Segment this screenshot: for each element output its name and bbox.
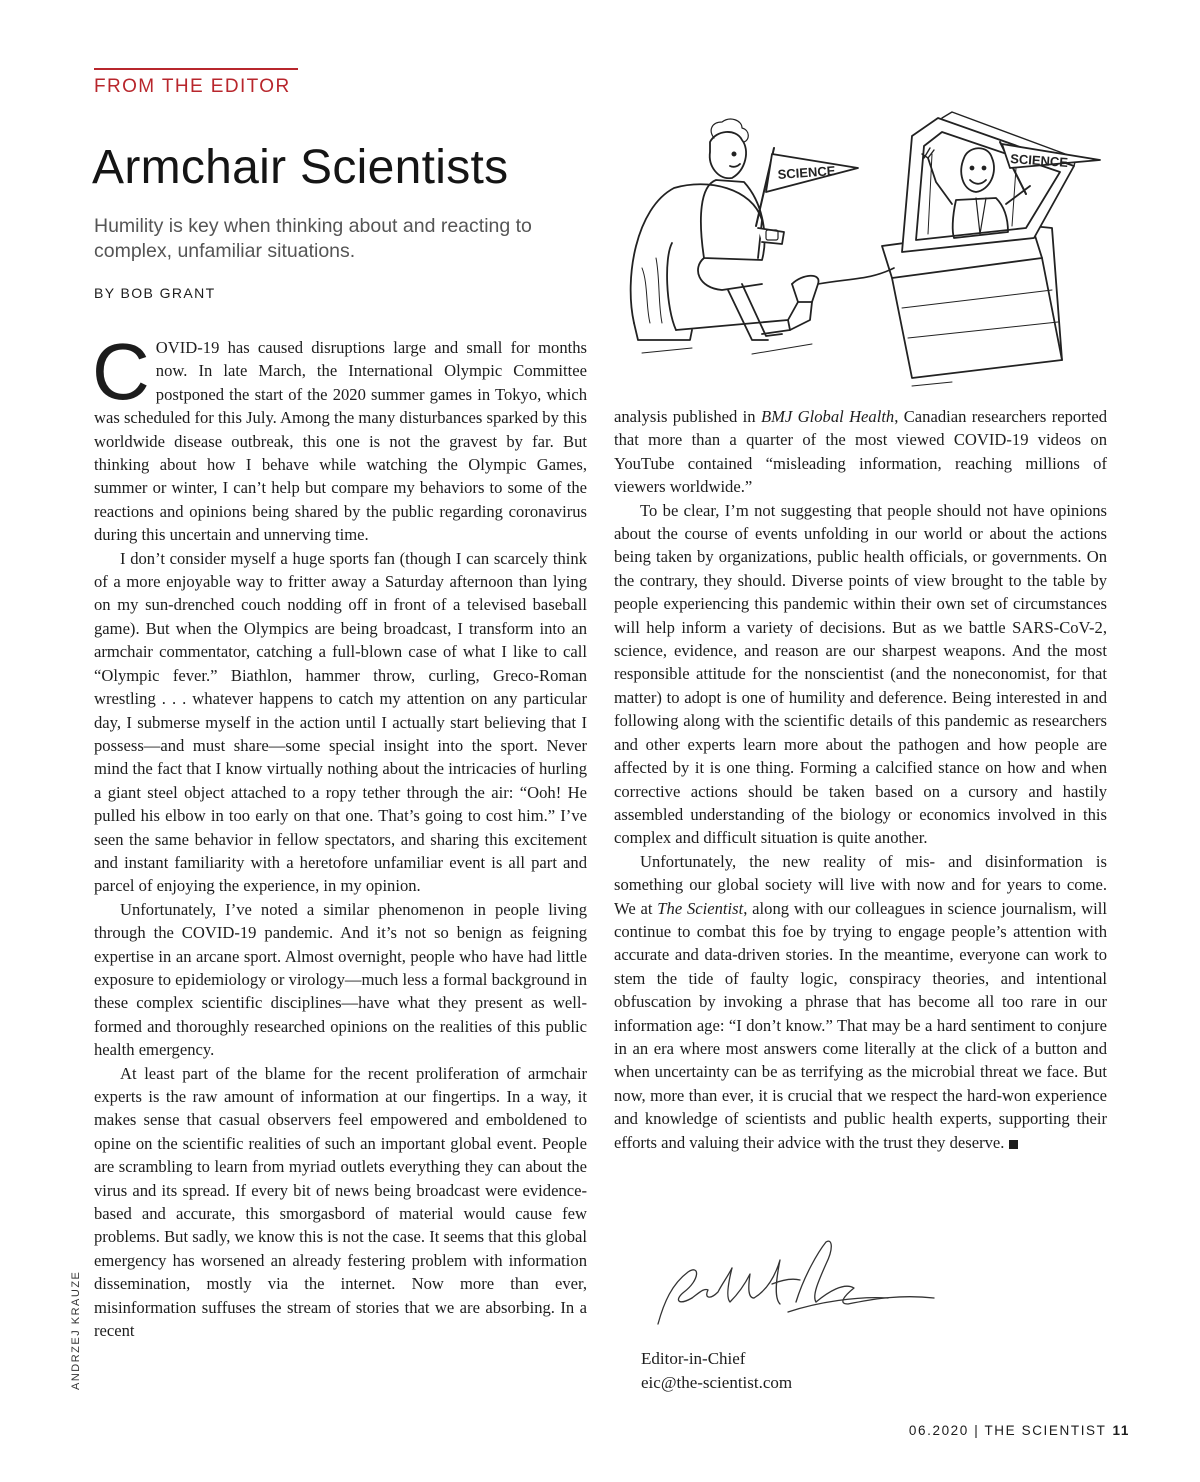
folio-issue: 06.2020 | THE SCIENTIST: [908, 1423, 1107, 1438]
illustration-credit: ANDRZEJ KRAUZE: [70, 1270, 82, 1390]
paragraph-1: [92, 327, 587, 547]
armchair-tv-illustration: [612, 108, 1107, 390]
end-mark-icon: [1009, 1140, 1018, 1149]
page-folio: [909, 1423, 1130, 1438]
paragraph-6: [614, 850, 1107, 1154]
signoff-email[interactable]: eic@the-scientist.com: [641, 1373, 793, 1392]
journal-name: BMJ Global Health: [760, 407, 895, 426]
signoff-title: Editor-in-Chief: [641, 1349, 746, 1368]
paragraph-4: At least part of the blame for the recent proliferation of armchair experts is the raw amount of information at our fingertips. In a way, it makes sense that casual observers feel empowered and emboldened to opine on the scientific realities of such an important global event. People are scrambling to learn from myriad outlets everything they can about the virus and its spread. If every bit of news being broadcast were evidence-based and accurate, this smorgasbord of material would cause few problems. But sadly, we know this is not the case. It seems that this global emergency has worsened an already festering problem with information dissemination, mostly via the internet. Now more than ever, misinformation suffuses the stream of stories that we are absorbing. In a recent: [94, 1063, 587, 1341]
paragraph-4-continued: [614, 405, 1107, 499]
paragraph-3: Unfortunately, I’ve noted a similar phenomenon in people living through the COVID-19 pandemic. And it’s not so benign as feigning expertise in an arcane sport. Almost overnight, people who have had little exposure to epidemiology or virology—much less a formal background in these complex scientific disciplines—have what they present as well-formed and thoroughly researched opinions on the realities of this public health emergency.: [94, 899, 587, 1060]
section-label: FROM THE EDITOR: [94, 76, 291, 97]
drop-cap: C: [92, 327, 150, 416]
body-column-left: [92, 327, 587, 1342]
byline: BY BOB GRANT: [94, 285, 216, 301]
floor-lines: [642, 344, 952, 386]
paragraph-5: To be clear, I’m not suggesting that people should not have opinions about the course of events unfolding in our world or about the actions being taken by organizations, public health officials, or governments. On the contrary, they should. Diverse points of view brought to the table by people experiencing this pandemic within their own set of circumstances will help inform a variety of decisions. But as we battle SARS-CoV-2, science, evidence, and reason are our sharpest weapons. And the most responsible attitude for the nonscientist (and the noneconomist, for that matter) to adopt is one of humility and deference. Being interested in and following along with the scientific details of this pandemic as researchers and other experts learn more about the pathogen and how people are affected by it is one thing. Forming a calcified stance on how and when corrective actions should be taken based on a cursory and hastily assembled understanding of the biology or economics involved in this complex and difficult situation is quite another.: [614, 500, 1107, 848]
tv-cable: [818, 268, 894, 284]
paragraph-2: I don’t consider myself a huge sports fan (though I can scarcely think of a more enjoyable way to fritter away a Saturday afternoon than lying on my sun-drenched couch nodding off in front of a televised baseball game). But when the Olympics are being broadcast, I transform into an armchair commentator, catching a full-blown case of what I like to call “Olympic fever.” Biathlon, hammer throw, curling, Greco-Roman wrestling . . . whatever happens to catch my attention on any particular day, I submerse myself in the action until I actually start believing that I possess—and must share—some special insight into the sport. Never mind the fact that I know virtually nothing about the intricacies of hurling a giant steel object attached to a ropy tether through the air: “Ooh! He pulled his elbow in too early on that one. That’s going to cost him.” I’ve seen the same behavior in fellow spectators, and sharing this excitement and instant familiarity with a heretofore unfamiliar event is all part and parcel of enjoying the experience, in my opinion.: [94, 548, 587, 896]
publication-name: The Scientist: [657, 898, 744, 918]
editor-signature: [648, 1232, 938, 1342]
paragraph-4-continued-text-a: analysis published in: [614, 407, 761, 426]
paragraph-4-continued-text-b: , Canadian researchers reported that more than a quarter of the most viewed COVID-19 videos on YouTube contained “misleading information, reaching millions of viewers worldwide.”: [614, 407, 1107, 497]
viewer-figure-icon: [698, 119, 784, 340]
paragraph-1-text: OVID-19 has caused disruptions large and small for months now. In late March, the International Olympic Committee postponed the start of the 2020 summer games in Tokyo, which was scheduled for this July. Among the many disturbances sparked by this worldwide disease outbreak, this one is not the gravest by far. But thinking about how I behave while watching the Olympic Games, summer or winter, I can’t help but compare my behaviors to some of the reactions and opinions being shared by the public regarding coronavirus during this uncertain and unnerving time.: [94, 338, 587, 545]
television-icon: [902, 112, 1076, 252]
armchair-icon: [631, 184, 819, 340]
page-number: 11: [1112, 1423, 1130, 1438]
section-rule: [94, 68, 298, 70]
paragraph-6-text-b: , along with our colleagues in science journalism, will continue to combat this foe by trying to engage people’s attention with accurate and data-driven stories. In the meantime, everyone can work to stem the tide of faulty logic, conspiracy theories, and intentional obfuscation by invoking a phrase that has become all too rare in our information age: “I don’t know.” That may be a hard sentiment to conjure in an era where most answers come literally at the click of a button and when uncertainty can be as terrifying as the microbial threat we face. But now, more than ever, it is crucial that we respect the hard-won experience and knowledge of scientists and public health experts, supporting their efforts and valuing their advice with the trust they deserve.: [614, 898, 1107, 1152]
pennant-right-text: SCIENCE: [1009, 151, 1069, 171]
paragraph-6-text-a: Unfortunately, the new reality of mis- and disinformation is something our global society will live with now and for years to come. We at: [614, 851, 1107, 918]
article-dek: Humility is key when thinking about and reacting to complex, unfamiliar situations.: [94, 215, 532, 262]
article-title: Armchair Scientists: [92, 141, 509, 194]
body-column-right: [614, 405, 1107, 1154]
pennant-left-text: SCIENCE: [777, 162, 836, 182]
pennant-left-icon: [756, 148, 858, 226]
